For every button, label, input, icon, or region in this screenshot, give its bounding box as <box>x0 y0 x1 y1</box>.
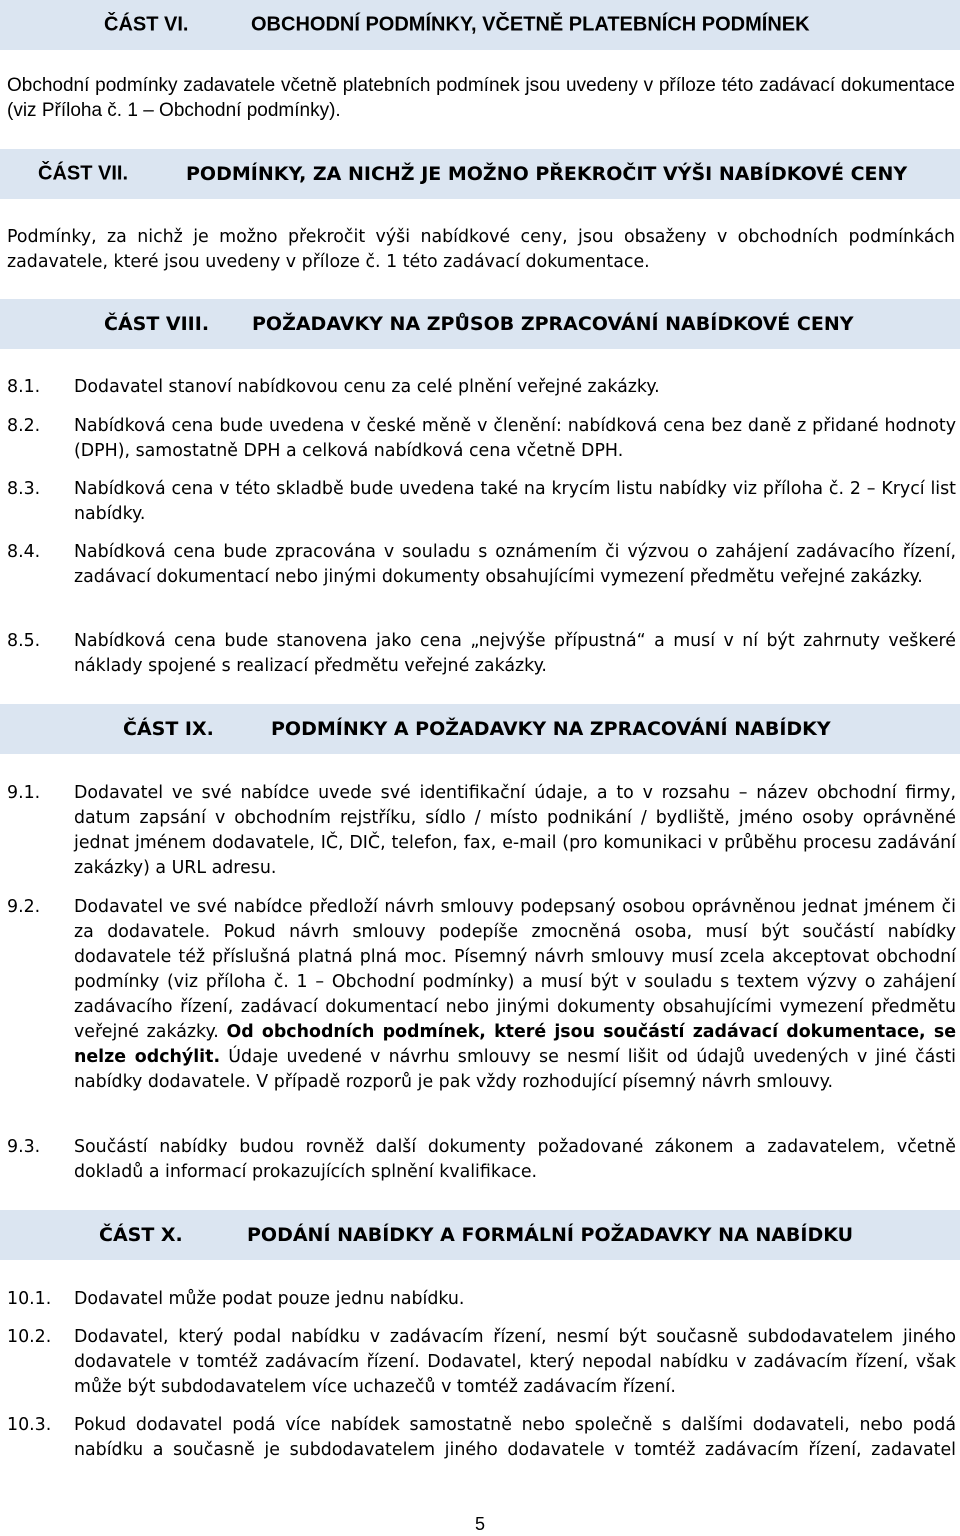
item-text <box>74 895 956 1095</box>
section-header-9 <box>0 704 960 754</box>
item-text: Nabídková cena v této skladbě bude uvedena také na krycím listu nabídky viz příloha č. 2 – Krycí list nabídky. <box>74 479 956 524</box>
item-number: 10.1. <box>7 1289 52 1309</box>
section-part-label: ČÁST VI. <box>104 13 189 36</box>
section-part-label: ČÁST VIII. <box>104 313 210 335</box>
item-number: 8.5. <box>7 631 41 651</box>
section-part-label: ČÁST VII. <box>38 162 129 185</box>
item-number: 9.2. <box>7 897 41 917</box>
item-text: Nabídková cena bude zpracována v souladu s oznámením či výzvou o zahájení zadávacího řízení, zadávací dokumentací nebo jinými dokumenty obsahujícími vymezení předmětu veřejné zakázky. <box>74 542 956 587</box>
item-text: Pokud dodavatel podá více nabídek samostatně nebo společně s dalšími dodavateli, nebo podá nabídku a současně je subdodavatelem jiného dodavatele v tomtéž zadávacím řízení, zadavatel <box>74 1415 956 1460</box>
item-text: Nabídková cena bude uvedena v české měně v členění: nabídková cena bez daně z přidané hodnoty (DPH), samostatně DPH a celková nabídková cena včetně DPH. <box>74 416 956 461</box>
section-header-7 <box>0 149 960 199</box>
section-7-body: Podmínky, za nichž je možno překročit výši nabídkové ceny, jsou obsaženy v obchodních podmínkách zadavatele, které jsou uvedeny v příloze č. 1 této zadávací dokumentace. <box>7 227 955 272</box>
section-part-label: ČÁST X. <box>99 1224 183 1246</box>
section-title: OBCHODNÍ PODMÍNKY, VČETNĚ PLATEBNÍCH PODMÍNEK <box>251 13 810 36</box>
section-title: PODÁNÍ NABÍDKY A FORMÁLNÍ POŽADAVKY NA NABÍDKU <box>247 1224 854 1246</box>
item-text: Dodavatel stanoví nabídkovou cenu za celé plnění veřejné zakázky. <box>74 377 660 397</box>
section-header-6 <box>0 0 960 50</box>
section-header-10 <box>0 1210 960 1260</box>
section-part-label: ČÁST IX. <box>123 718 214 740</box>
section-title: POŽADAVKY NA ZPŮSOB ZPRACOVÁNÍ NABÍDKOVÉ CENY <box>252 313 854 335</box>
item-number: 9.1. <box>7 783 41 803</box>
page-number: 5 <box>474 1514 485 1534</box>
item-text: Součástí nabídky budou rovněž další dokumenty požadované zákonem a zadavatelem, včetně dokladů a informací prokazujících splnění kvalifikace. <box>74 1137 956 1182</box>
item-text-part: Dodavatel ve své nabídce předloží návrh smlouvy podepsaný osobou oprávněnou jednat jménem či za dodavatele. Pokud návrh smlouvy podepíše zmocněná osoba, musí být součástí nabídky dodavatele též příslušná platná plná moc. Písemný návrh smlouvy musí zcela akceptovat obchodní podmínky (viz příloha č. 1 – Obchodní podmínky) a musí být v souladu s textem výzvy o zahájení zadávacího řízení, zadávací dokumentací nebo jinými dokumenty obsahujícími vymezení předmětu veřejné zakázky. <box>74 897 956 1042</box>
item-number: 8.4. <box>7 542 41 562</box>
item-number: 10.3. <box>7 1415 52 1435</box>
item-number: 10.2. <box>7 1327 52 1347</box>
item-number: 8.1. <box>7 377 41 397</box>
item-number: 9.3. <box>7 1137 41 1157</box>
item-number: 8.3. <box>7 479 41 499</box>
item-text: Dodavatel může podat pouze jednu nabídku. <box>74 1289 465 1309</box>
section-header-8 <box>0 299 960 349</box>
item-text: Dodavatel, který podal nabídku v zadávacím řízení, nesmí být současně subdodavatelem jiného dodavatele v tomtéž zadávacím řízení. Dodavatel, který nepodal nabídku v zadávacím řízení, však může být subdodavatelem více uchazečů v tomtéž zadávacím řízení. <box>74 1327 956 1397</box>
section-6-body: Obchodní podmínky zadavatele včetně platebních podmínek jsou uvedeny v příloze této zadávací dokumentace (viz Příloha č. 1 – Obchodní podmínky). <box>7 75 955 121</box>
item-text-part: Údaje uvedené v návrhu smlouvy se nesmí lišit od údajů uvedených v jiné části nabídky dodavatele. V případě rozporů je pak vždy rozhodující písemný návrh smlouvy. <box>74 1047 957 1092</box>
item-number: 8.2. <box>7 416 41 436</box>
section-title: PODMÍNKY A POŽADAVKY NA ZPRACOVÁNÍ NABÍDKY <box>271 718 831 740</box>
item-text: Dodavatel ve své nabídce uvede své identifikační údaje, a to v rozsahu – název obchodní firmy, datum zapsání v obchodním rejstříku, sídlo / místo podnikání / bydliště, jméno osoby oprávněné jednat jménem dodavatele, IČ, DIČ, telefon, fax, e-mail (pro komunikaci v průběhu procesu zadávání zakázky) a URL adresu. <box>74 783 956 878</box>
emphasis-text: Od obchodních podmínek, které jsou součástí zadávací dokumentace, se nelze odchýlit. <box>74 1022 956 1067</box>
item-text: Nabídková cena bude stanovena jako cena „nejvýše přípustná“ a musí v ní být zahrnuty veškeré náklady spojené s realizací předmětu veřejné zakázky. <box>74 631 956 676</box>
section-title: PODMÍNKY, ZA NICHŽ JE MOŽNO PŘEKROČIT VÝŠI NABÍDKOVÉ CENY <box>186 163 908 185</box>
